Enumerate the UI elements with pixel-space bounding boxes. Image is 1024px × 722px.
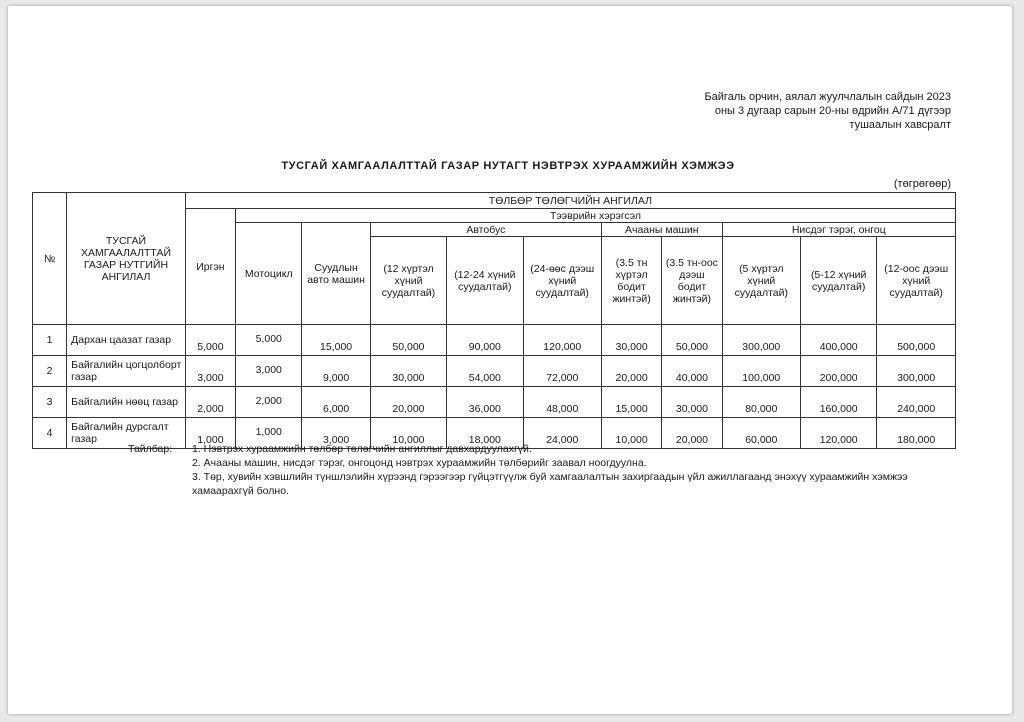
fee-cell: 80,000 — [722, 387, 800, 418]
fee-cell: 2,000 — [236, 387, 302, 418]
fee-cell: 30,000 — [662, 387, 722, 418]
row-category: Дархан цаазат газар — [67, 325, 186, 356]
fee-cell: 60,000 — [722, 418, 800, 449]
fee-cell: 120,000 — [523, 325, 601, 356]
row-number: 4 — [33, 418, 67, 449]
table-row — [33, 387, 956, 418]
fee-cell: 20,000 — [662, 418, 722, 449]
fee-cell: 3,000 — [185, 356, 235, 387]
note-item-1: 1. Нэвтрэх хураамжийн төлбөр төлөгчийн ангиллыг давхардуулахгүй. — [192, 443, 532, 455]
approval-note — [608, 90, 951, 132]
fee-cell: 200,000 — [800, 356, 876, 387]
header-bus-large: (24-өөс дээш хүний суудалтай) — [523, 237, 601, 325]
fee-cell: 24,000 — [523, 418, 601, 449]
fee-cell: 3,000 — [236, 356, 302, 387]
row-number: 1 — [33, 325, 67, 356]
currency-unit: (төгрөгөөр) — [893, 178, 951, 190]
fee-cell: 5,000 — [185, 325, 235, 356]
fee-cell: 90,000 — [447, 325, 523, 356]
fee-cell: 48,000 — [523, 387, 601, 418]
row-category: Байгалийн цогцолборт газар — [67, 356, 186, 387]
table-row — [33, 325, 956, 356]
fee-cell: 240,000 — [877, 387, 956, 418]
fee-cell: 50,000 — [370, 325, 446, 356]
approval-line-2: оны 3 дугаар сарын 20-ны өдрийн А/71 дүгээр — [714, 105, 951, 117]
note-item-2: 2. Ачааны машин, нисдэг тэрэг, онгоцонд нэвтрэх хураамжийн төлбөрийг заавал ноогдуулна. — [192, 457, 647, 469]
fee-cell: 10,000 — [370, 418, 446, 449]
fee-cell: 20,000 — [601, 356, 661, 387]
document-title: ТУСГАЙ ХАМГААЛАЛТТАЙ ГАЗАР НУТАГТ НЭВТРЭХ ХУРААМЖИЙН ХЭМЖЭЭ — [281, 160, 735, 172]
fee-cell: 54,000 — [447, 356, 523, 387]
row-number: 2 — [33, 356, 67, 387]
fee-cell: 6,000 — [302, 387, 370, 418]
header-number: № — [33, 193, 67, 325]
fee-cell: 300,000 — [877, 356, 956, 387]
header-car: Суудлын авто машин — [302, 223, 370, 325]
header-aircraft-large: (12-оос дээш хүний суудалтай) — [877, 237, 956, 325]
table-row — [33, 356, 956, 387]
row-category: Байгалийн дурсгалт газар — [67, 418, 186, 449]
fee-cell: 15,000 — [302, 325, 370, 356]
header-area-category: ТУСГАЙ ХАМГААЛАЛТТАЙ ГАЗАР НУТГИЙН АНГИЛАЛ — [67, 193, 186, 325]
header-aircraft: Нисдэг тэрэг, онгоц — [722, 223, 955, 237]
fee-cell: 500,000 — [877, 325, 956, 356]
fee-cell: 2,000 — [185, 387, 235, 418]
fee-cell: 9,000 — [302, 356, 370, 387]
row-category: Байгалийн нөөц газар — [67, 387, 186, 418]
header-payer-category: ТӨЛБӨР ТӨЛӨГЧИЙН АНГИЛАЛ — [185, 193, 955, 209]
fee-cell: 20,000 — [370, 387, 446, 418]
fee-cell: 15,000 — [601, 387, 661, 418]
approval-line-1: Байгаль орчин, аялал жуулчлалын сайдын 2023 — [704, 91, 951, 103]
row-number: 3 — [33, 387, 67, 418]
fee-cell: 30,000 — [601, 325, 661, 356]
approval-line-3: тушаалын хавсралт — [849, 119, 951, 131]
fee-cell: 160,000 — [800, 387, 876, 418]
fee-cell: 100,000 — [722, 356, 800, 387]
header-truck: Ачааны машин — [601, 223, 722, 237]
fee-cell: 36,000 — [447, 387, 523, 418]
header-bus-small: (12 хүртэл хүний суудалтай) — [370, 237, 446, 325]
fee-cell: 30,000 — [370, 356, 446, 387]
fee-cell: 3,000 — [302, 418, 370, 449]
notes-list — [192, 442, 962, 498]
fee-cell: 18,000 — [447, 418, 523, 449]
header-truck-heavy: (3.5 тн-оос дээш бодит жинтэй) — [662, 237, 722, 325]
fee-cell: 5,000 — [236, 325, 302, 356]
header-aircraft-small: (5 хүртэл хүний суудалтай) — [722, 237, 800, 325]
fee-cell: 40,000 — [662, 356, 722, 387]
note-item-3: 3. Төр, хувийн хэвшлийн түншлэлийн хүрээнд гэрээгээр гүйцэтгүүлж буй хамгаалалтын захиргаадын үйл ажиллагаанд энэхүү хураамжийн хэмжээ хамаарахгүй болно. — [192, 471, 908, 497]
header-truck-light: (3.5 тн хүртэл бодит жинтэй) — [601, 237, 661, 325]
header-motorcycle: Мотоцикл — [236, 223, 302, 325]
fee-cell: 300,000 — [722, 325, 800, 356]
header-aircraft-medium: (5-12 хүний суудалтай) — [800, 237, 876, 325]
fee-cell: 72,000 — [523, 356, 601, 387]
fee-cell: 1,000 — [236, 418, 302, 449]
fee-cell: 10,000 — [601, 418, 661, 449]
fee-cell: 120,000 — [800, 418, 876, 449]
notes-label: Тайлбар: — [128, 443, 173, 455]
document-page — [8, 6, 1012, 714]
fee-cell: 1,000 — [185, 418, 235, 449]
fee-cell: 180,000 — [877, 418, 956, 449]
header-bus-medium: (12-24 хүний суудалтай) — [447, 237, 523, 325]
fee-cell: 50,000 — [662, 325, 722, 356]
fee-cell: 400,000 — [800, 325, 876, 356]
header-vehicle: Тээврийн хэрэгсэл — [236, 209, 956, 223]
header-citizen: Иргэн — [185, 209, 235, 325]
header-bus: Автобус — [370, 223, 601, 237]
fee-table — [32, 192, 956, 449]
